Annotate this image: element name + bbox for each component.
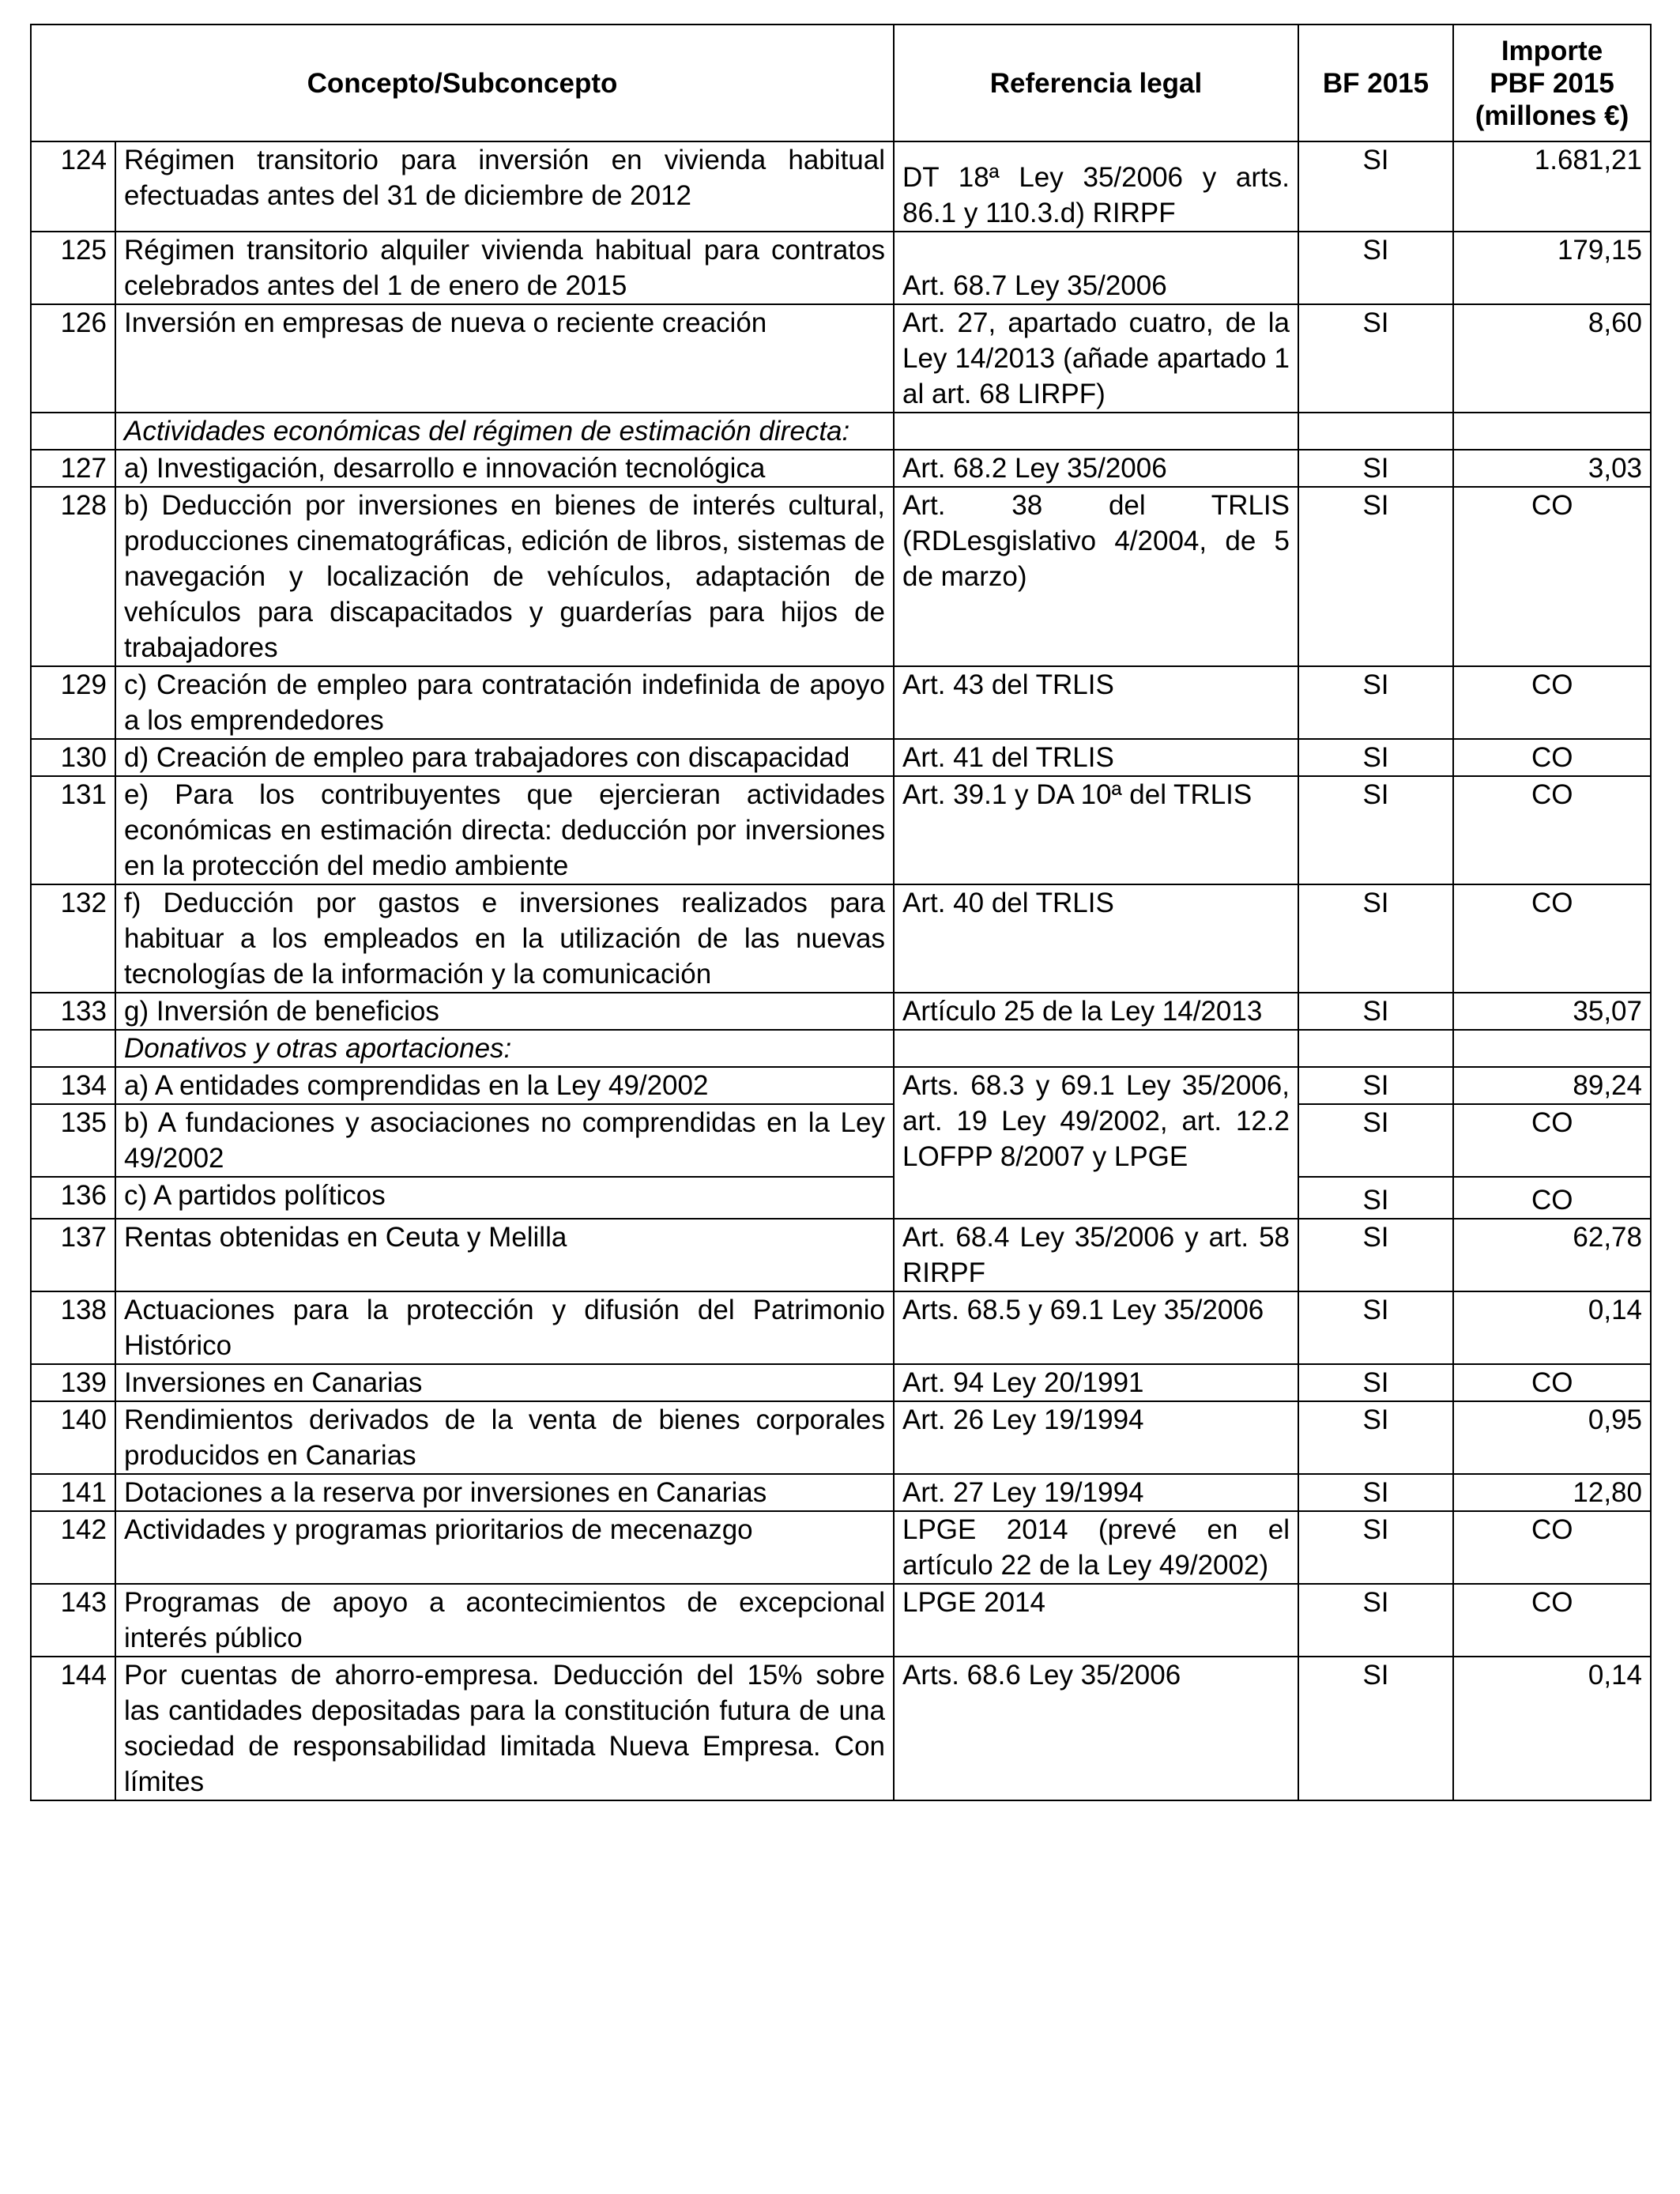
row-importe: CO — [1453, 1364, 1651, 1401]
header-importe-line1: Importe — [1501, 35, 1603, 66]
table-row — [31, 1364, 1651, 1401]
row-bf: SI — [1298, 776, 1453, 884]
row-referencia: Artículo 25 de la Ley 14/2013 — [894, 993, 1298, 1030]
row-importe: CO — [1453, 666, 1651, 739]
table-row — [31, 1067, 1651, 1104]
row-concepto: c) A partidos políticos — [115, 1177, 894, 1219]
row-number: 125 — [31, 232, 115, 304]
row-importe: 62,78 — [1453, 1219, 1651, 1291]
row-importe — [1453, 1030, 1651, 1067]
table-row — [31, 1219, 1651, 1291]
row-concepto: Régimen transitorio alquiler vivienda habitual para contratos celebrados antes del 1 de enero de 2015 — [115, 232, 894, 304]
row-referencia: Arts. 68.3 y 69.1 Ley 35/2006, art. 19 Ley 49/2002, art. 12.2 LOFPP 8/2007 y LPGE — [894, 1067, 1298, 1219]
row-bf: SI — [1298, 739, 1453, 776]
row-number: 139 — [31, 1364, 115, 1401]
row-bf: SI — [1298, 993, 1453, 1030]
table-row — [31, 776, 1651, 884]
row-importe: CO — [1453, 1177, 1651, 1219]
row-number: 128 — [31, 487, 115, 666]
table-row — [31, 1401, 1651, 1474]
row-importe: 12,80 — [1453, 1474, 1651, 1511]
row-bf: SI — [1298, 1291, 1453, 1364]
row-number: 130 — [31, 739, 115, 776]
row-bf: SI — [1298, 666, 1453, 739]
row-referencia: Art. 27 Ley 19/1994 — [894, 1474, 1298, 1511]
row-importe: CO — [1453, 739, 1651, 776]
row-concepto: Programas de apoyo a acontecimientos de excepcional interés público — [115, 1584, 894, 1657]
table-row — [31, 1584, 1651, 1657]
row-number: 124 — [31, 141, 115, 232]
document-page — [30, 24, 1650, 1801]
row-concepto: Actuaciones para la protección y difusión del Patrimonio Histórico — [115, 1291, 894, 1364]
table-row — [31, 1511, 1651, 1584]
row-referencia: Arts. 68.5 y 69.1 Ley 35/2006 — [894, 1291, 1298, 1364]
section-heading-row — [31, 413, 1651, 450]
row-bf: SI — [1298, 487, 1453, 666]
row-importe: CO — [1453, 1511, 1651, 1584]
table-row — [31, 666, 1651, 739]
row-importe: CO — [1453, 487, 1651, 666]
section-heading-row — [31, 1030, 1651, 1067]
row-concepto: Inversión en empresas de nueva o reciente creación — [115, 304, 894, 413]
row-referencia: Art. 41 del TRLIS — [894, 739, 1298, 776]
row-concepto: b) A fundaciones y asociaciones no comprendidas en la Ley 49/2002 — [115, 1104, 894, 1177]
row-importe: 3,03 — [1453, 450, 1651, 487]
row-bf: SI — [1298, 232, 1453, 304]
header-importe — [1453, 25, 1651, 141]
section-heading: Actividades económicas del régimen de estimación directa: — [115, 413, 894, 450]
table-row — [31, 739, 1651, 776]
row-importe: 0,14 — [1453, 1291, 1651, 1364]
row-importe: 8,60 — [1453, 304, 1651, 413]
row-referencia — [894, 413, 1298, 450]
row-number: 144 — [31, 1657, 115, 1800]
row-concepto: g) Inversión de beneficios — [115, 993, 894, 1030]
row-referencia: Art. 38 del TRLIS (RDLesgislativo 4/2004, de 5 de marzo) — [894, 487, 1298, 666]
section-heading: Donativos y otras aportaciones: — [115, 1030, 894, 1067]
row-bf: SI — [1298, 1474, 1453, 1511]
table-row — [31, 1104, 1651, 1177]
row-concepto: d) Creación de empleo para trabajadores con discapacidad — [115, 739, 894, 776]
row-number — [31, 1030, 115, 1067]
row-bf: SI — [1298, 304, 1453, 413]
header-importe-line3: (millones €) — [1475, 100, 1629, 131]
row-importe: 0,14 — [1453, 1657, 1651, 1800]
row-bf: SI — [1298, 1177, 1453, 1219]
row-number: 138 — [31, 1291, 115, 1364]
row-concepto: Rentas obtenidas en Ceuta y Melilla — [115, 1219, 894, 1291]
row-referencia: LPGE 2014 — [894, 1584, 1298, 1657]
row-bf: SI — [1298, 450, 1453, 487]
row-concepto: a) Investigación, desarrollo e innovación tecnológica — [115, 450, 894, 487]
header-concepto: Concepto/Subconcepto — [31, 25, 894, 141]
row-number: 131 — [31, 776, 115, 884]
table-row — [31, 304, 1651, 413]
row-referencia: Art. 27, apartado cuatro, de la Ley 14/2013 (añade apartado 1 al art. 68 LIRPF) — [894, 304, 1298, 413]
row-referencia: Art. 39.1 y DA 10ª del TRLIS — [894, 776, 1298, 884]
table-row — [31, 1291, 1651, 1364]
row-referencia: Art. 94 Ley 20/1991 — [894, 1364, 1298, 1401]
row-bf: SI — [1298, 1364, 1453, 1401]
row-number: 142 — [31, 1511, 115, 1584]
table-row — [31, 141, 1651, 232]
row-bf — [1298, 1030, 1453, 1067]
row-importe — [1453, 413, 1651, 450]
row-referencia: Art. 68.7 Ley 35/2006 — [894, 232, 1298, 304]
row-bf: SI — [1298, 1401, 1453, 1474]
row-concepto: Actividades y programas prioritarios de mecenazgo — [115, 1511, 894, 1584]
row-number: 135 — [31, 1104, 115, 1177]
row-number: 137 — [31, 1219, 115, 1291]
table-row — [31, 450, 1651, 487]
header-bf: BF 2015 — [1298, 25, 1453, 141]
row-concepto: Dotaciones a la reserva por inversiones en Canarias — [115, 1474, 894, 1511]
row-concepto: Régimen transitorio para inversión en vivienda habitual efectuadas antes del 31 de diciembre de 2012 — [115, 141, 894, 232]
row-number: 132 — [31, 884, 115, 993]
row-referencia: Art. 68.2 Ley 35/2006 — [894, 450, 1298, 487]
row-bf: SI — [1298, 884, 1453, 993]
row-concepto: f) Deducción por gastos e inversiones realizados para habituar a los empleados en la utilización de las nuevas tecnologías de la información y la comunicación — [115, 884, 894, 993]
row-number: 140 — [31, 1401, 115, 1474]
row-concepto: e) Para los contribuyentes que ejercieran actividades económicas en estimación directa: deducción por inversiones en la protección del medio ambiente — [115, 776, 894, 884]
table-header-row — [31, 25, 1651, 141]
table-row — [31, 487, 1651, 666]
row-concepto: c) Creación de empleo para contratación indefinida de apoyo a los emprendedores — [115, 666, 894, 739]
row-bf: SI — [1298, 1584, 1453, 1657]
row-concepto: Rendimientos derivados de la venta de bienes corporales producidos en Canarias — [115, 1401, 894, 1474]
row-number: 127 — [31, 450, 115, 487]
row-referencia: Art. 68.4 Ley 35/2006 y art. 58 RIRPF — [894, 1219, 1298, 1291]
row-referencia: Art. 40 del TRLIS — [894, 884, 1298, 993]
row-concepto: Inversiones en Canarias — [115, 1364, 894, 1401]
row-number: 133 — [31, 993, 115, 1030]
header-referencia: Referencia legal — [894, 25, 1298, 141]
row-bf: SI — [1298, 1067, 1453, 1104]
row-referencia: Art. 43 del TRLIS — [894, 666, 1298, 739]
row-referencia: LPGE 2014 (prevé en el artículo 22 de la Ley 49/2002) — [894, 1511, 1298, 1584]
row-number: 126 — [31, 304, 115, 413]
table-row — [31, 1657, 1651, 1800]
row-bf: SI — [1298, 141, 1453, 232]
row-bf: SI — [1298, 1511, 1453, 1584]
row-importe: CO — [1453, 776, 1651, 884]
row-bf — [1298, 413, 1453, 450]
row-importe: CO — [1453, 1584, 1651, 1657]
row-referencia: Arts. 68.6 Ley 35/2006 — [894, 1657, 1298, 1800]
row-referencia: Art. 26 Ley 19/1994 — [894, 1401, 1298, 1474]
row-number: 143 — [31, 1584, 115, 1657]
row-importe: 0,95 — [1453, 1401, 1651, 1474]
row-importe: 1.681,21 — [1453, 141, 1651, 232]
row-referencia: DT 18ª Ley 35/2006 y arts. 86.1 y 110.3.d) RIRPF — [894, 141, 1298, 232]
table-row — [31, 232, 1651, 304]
header-importe-line2: PBF 2015 — [1490, 67, 1614, 99]
table-row — [31, 884, 1651, 993]
row-number: 134 — [31, 1067, 115, 1104]
row-importe: 179,15 — [1453, 232, 1651, 304]
row-concepto: b) Deducción por inversiones en bienes de interés cultural, producciones cinematográficas, edición de libros, sistemas de navegación y localización de vehículos, adaptación de vehículos para discapacitados y guarderías para hijos de trabajadores — [115, 487, 894, 666]
table-row — [31, 1474, 1651, 1511]
row-number: 129 — [31, 666, 115, 739]
table-row — [31, 993, 1651, 1030]
row-importe: 89,24 — [1453, 1067, 1651, 1104]
row-number: 136 — [31, 1177, 115, 1219]
row-importe: CO — [1453, 884, 1651, 993]
row-bf: SI — [1298, 1657, 1453, 1800]
row-bf: SI — [1298, 1219, 1453, 1291]
row-importe: 35,07 — [1453, 993, 1651, 1030]
table-row — [31, 1177, 1651, 1219]
row-bf: SI — [1298, 1104, 1453, 1177]
row-concepto: Por cuentas de ahorro-empresa. Deducción del 15% sobre las cantidades depositadas para la constitución futura de una sociedad de responsabilidad limitada Nueva Empresa. Con límites — [115, 1657, 894, 1800]
row-number — [31, 413, 115, 450]
row-concepto: a) A entidades comprendidas en la Ley 49/2002 — [115, 1067, 894, 1104]
row-importe: CO — [1453, 1104, 1651, 1177]
row-number: 141 — [31, 1474, 115, 1511]
row-referencia — [894, 1030, 1298, 1067]
tax-benefits-table — [30, 24, 1652, 1801]
